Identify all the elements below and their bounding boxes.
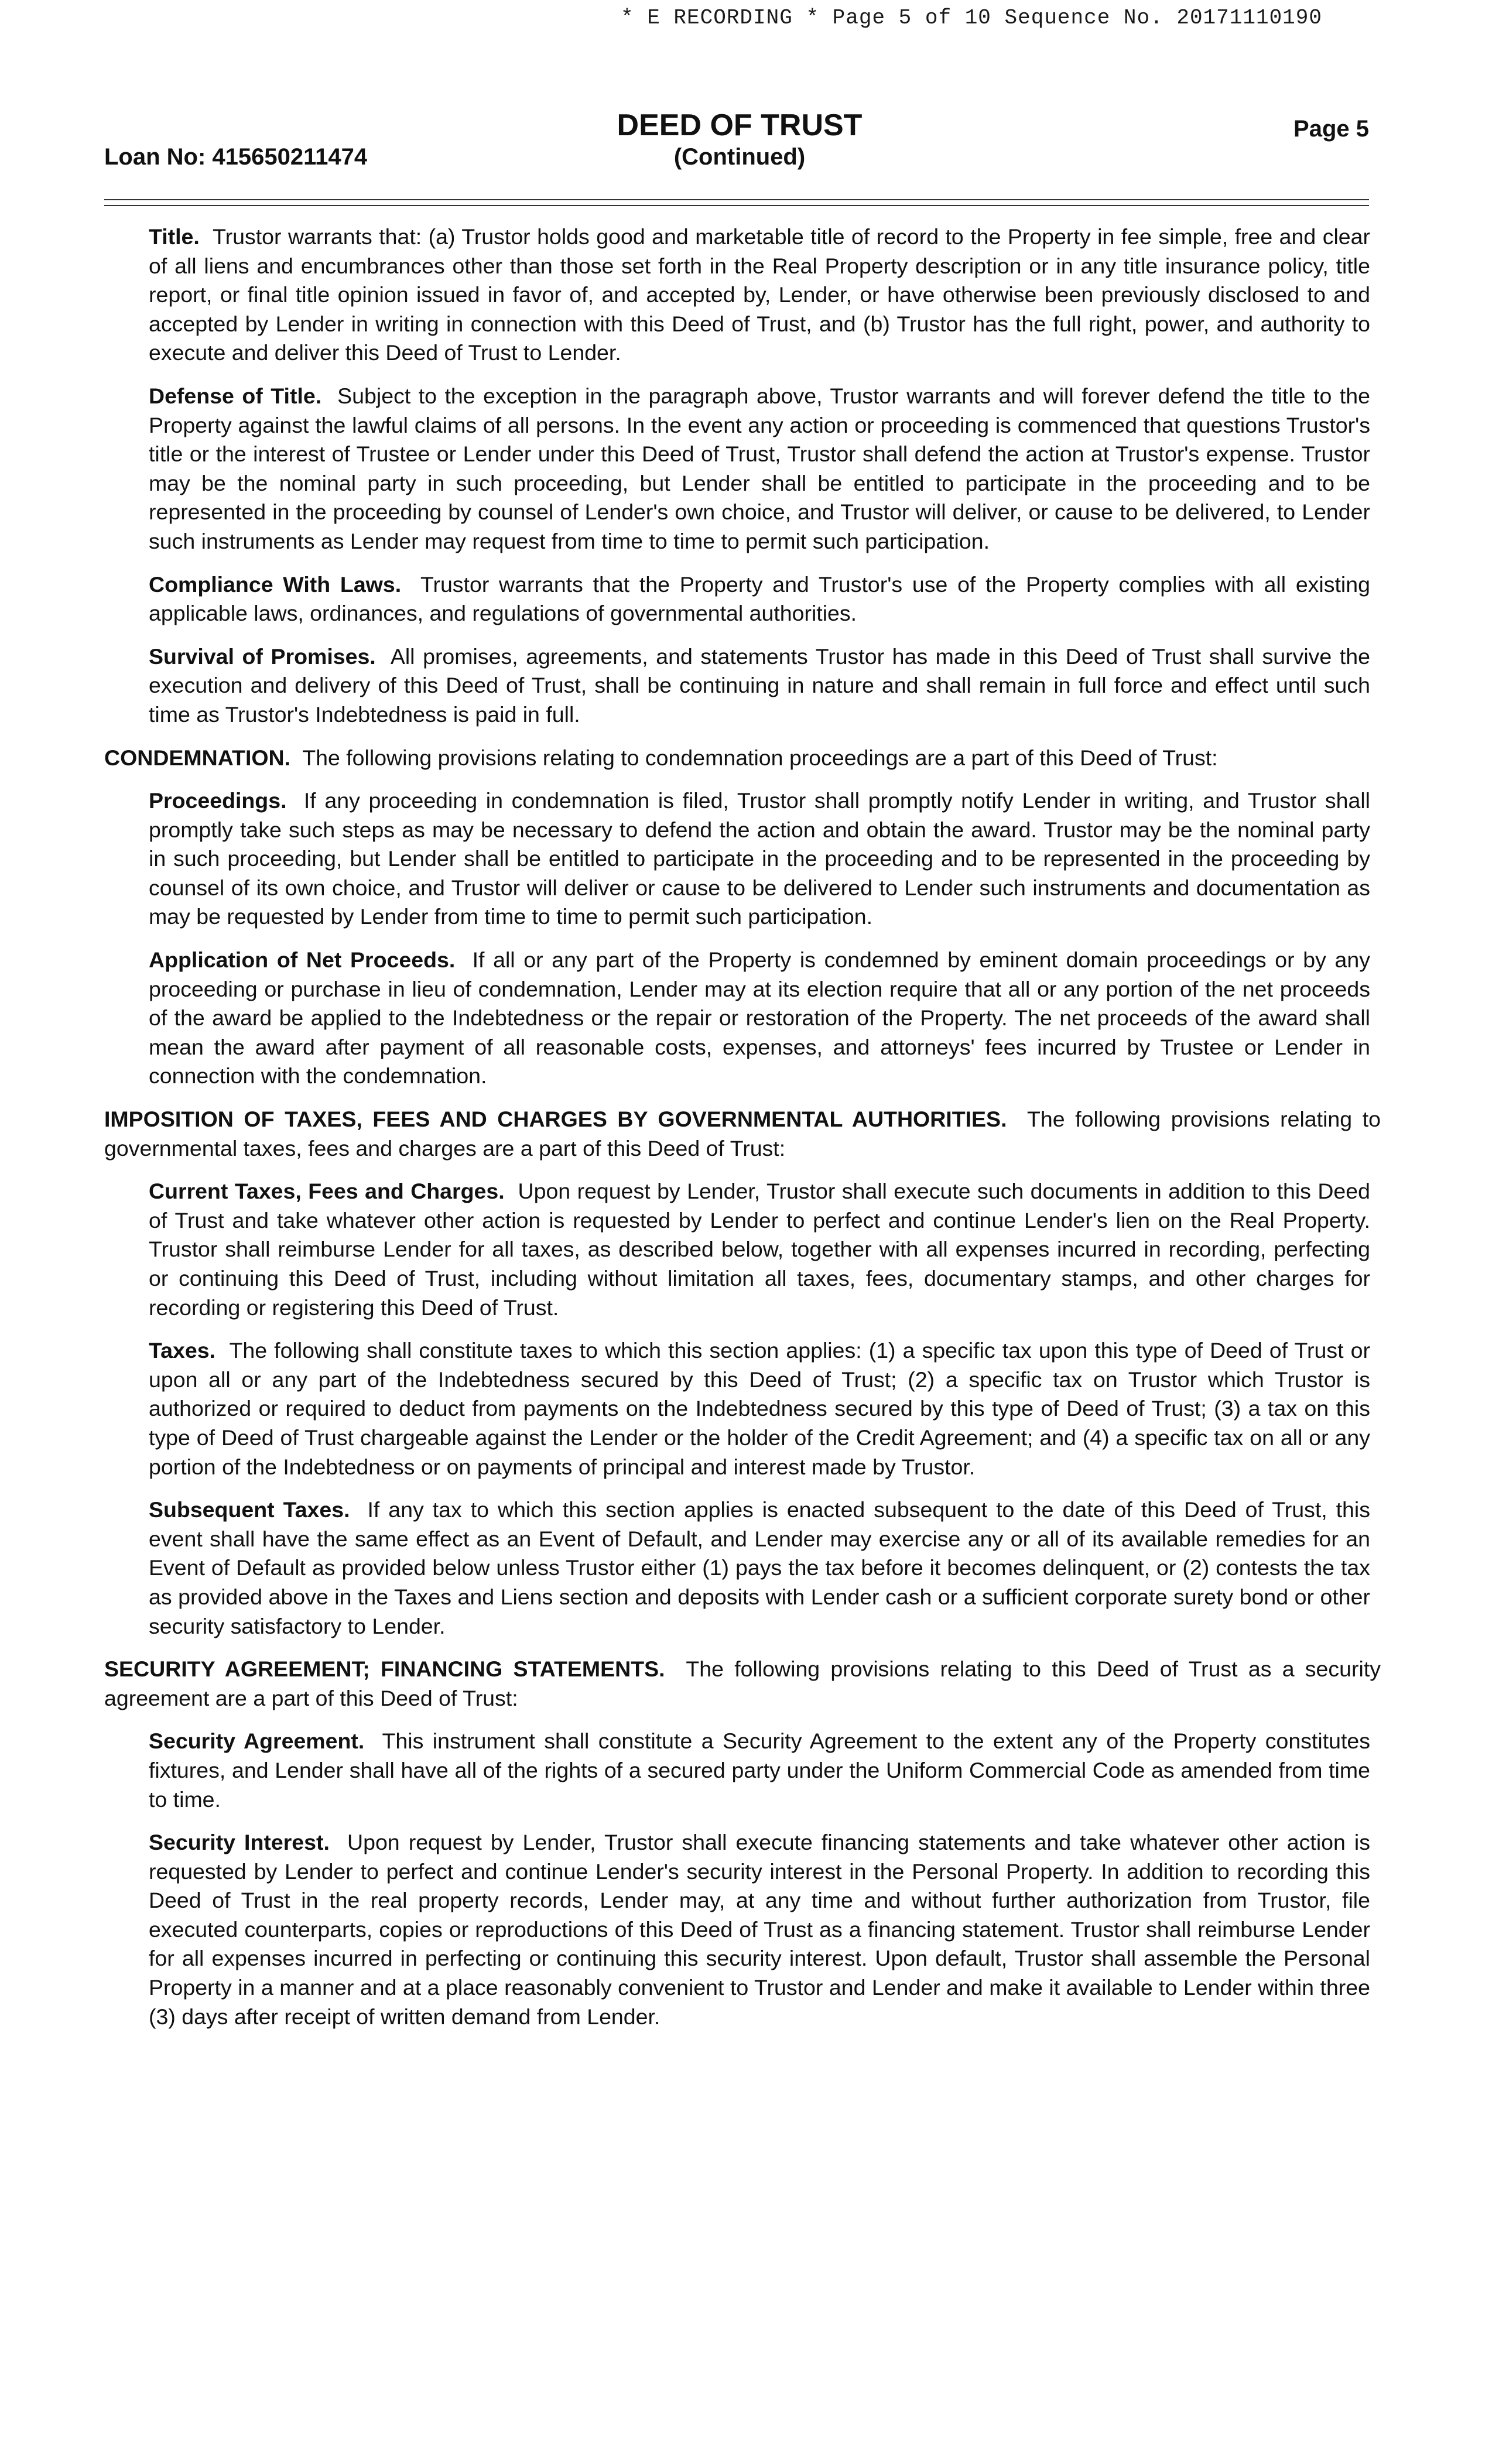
document-body: [104, 223, 1381, 2045]
document-subtitle: (Continued): [673, 144, 806, 170]
paragraph-title: [149, 223, 1370, 368]
section-text: The following provisions relating to governmental taxes, fees and charges are a part of this Deed of Trust:: [104, 1107, 1381, 1161]
section-imposition-of-taxes: [104, 1105, 1381, 1163]
paragraph-heading: Application of Net Proceeds.: [149, 947, 456, 973]
paragraph-text: The following shall constitute taxes to which this section applies: (1) a specific tax upon this type of Deed of Trust or upon all or any part of the Indebtedness secured by this Deed of Trust; (2) a specific tax on Trustor which Trustor is authorized or required to deduct from payments on the Indebtedness secured by this type of Deed of Trust; (3) a tax on this type of Deed of Trust chargeable against the Lender or the holder of the Credit Agreement; and (4) a specific tax on all or any portion of the Indebtedness or on payments of principal and interest made by Trustor.: [149, 1338, 1370, 1479]
paragraph-application-of-net-proceeds: [149, 946, 1370, 1091]
header-divider-bottom: [104, 205, 1369, 206]
paragraph-heading: Compliance With Laws.: [149, 571, 402, 597]
loan-number: Loan No: 415650211474: [104, 144, 368, 170]
paragraph-heading: Defense of Title.: [149, 383, 322, 408]
paragraph-survival-of-promises: [149, 642, 1370, 730]
paragraph-compliance-with-laws: [149, 570, 1370, 628]
header-divider-top: [104, 199, 1369, 200]
section-text: The following provisions relating to condemnation proceedings are a part of this Deed of Trust:: [302, 745, 1218, 770]
paragraph-text: Trustor warrants that: (a) Trustor holds good and marketable title of record to the Property in fee simple, free and clear of all liens and encumbrances other than those set forth in the Real Property description or in any title insurance policy, title report, or final title opinion issued in favor of, and accepted by, Lender, or have otherwise been previously disclosed to and accepted by Lender in writing in connection with this Deed of Trust, and (b) Trustor has the full right, power, and authority to execute and deliver this Deed of Trust to Lender.: [149, 224, 1370, 365]
paragraph-text: Trustor warrants that the Property and Trustor's use of the Property complies with all existing applicable laws, ordinances, and regulations of governmental authorities.: [149, 571, 1370, 626]
paragraph-subsequent-taxes: [149, 1495, 1370, 1641]
page-number: Page 5: [1293, 116, 1369, 142]
paragraph-heading: Current Taxes, Fees and Charges.: [149, 1179, 505, 1204]
paragraph-heading: Subsequent Taxes.: [149, 1497, 350, 1522]
section-condemnation: [104, 744, 1381, 773]
paragraph-text: All promises, agreements, and statements Trustor has made in this Deed of Trust shall survive the execution and delivery of this Deed of Trust, shall be continuing in nature and shall remain in full force and effect until such time as Trustor's Indebtedness is paid in full.: [149, 644, 1370, 727]
paragraph-taxes: [149, 1336, 1370, 1481]
paragraph-text: This instrument shall constitute a Security Agreement to the extent any of the Property constitutes fixtures, and Lender shall have all of the rights of a secured party under the Uniform Commercial Code as amended from time to time.: [149, 1729, 1370, 1812]
paragraph-heading: Title.: [149, 224, 200, 249]
paragraph-text: Upon request by Lender, Trustor shall execute such documents in addition to this Deed of Trust and take whatever other action is requested by Lender to perfect and continue Lender's lien on the Real Property. Trustor shall reimburse Lender for all taxes, as described below, together with all expenses incurred in recording, perfecting or continuing this Deed of Trust, including without limitation all taxes, fees, documentary stamps, and other charges for recording or registering this Deed of Trust.: [149, 1179, 1370, 1320]
document-title: DEED OF TRUST: [617, 108, 863, 142]
paragraph-current-taxes: [149, 1177, 1370, 1322]
section-heading: CONDEMNATION.: [104, 745, 291, 770]
section-heading: IMPOSITION OF TAXES, FEES AND CHARGES BY GOVERNMENTAL AUTHORITIES.: [104, 1107, 1007, 1132]
paragraph-defense-of-title: [149, 382, 1370, 556]
section-text: The following provisions relating to this Deed of Trust as a security agreement are a part of this Deed of Trust:: [104, 1657, 1381, 1710]
paragraph-heading: Proceedings.: [149, 788, 287, 813]
paragraph-heading: Taxes.: [149, 1338, 215, 1363]
paragraph-security-agreement: [149, 1727, 1370, 1814]
page-header: [104, 105, 1375, 176]
paragraph-heading: Security Agreement.: [149, 1729, 365, 1754]
paragraph-proceedings: [149, 786, 1370, 932]
paragraph-text: If all or any part of the Property is condemned by eminent domain proceedings or by any proceeding or purchase in lieu of condemnation, Lender may at its election require that all or any portion of the net proceeds of the award be applied to the Indebtedness or the repair or restoration of the Property. The net proceeds of the award shall mean the award after payment of all reasonable costs, expenses, and attorneys' fees incurred by Trustee or Lender in connection with the condemnation.: [149, 947, 1370, 1089]
paragraph-heading: Security Interest.: [149, 1830, 330, 1855]
paragraph-security-interest: [149, 1828, 1370, 2031]
paragraph-text: Subject to the exception in the paragraph above, Trustor warrants and will forever defend the title to the Property against the lawful claims of all persons. In the event any action or proceeding is commenced that questions Trustor's title or the interest of Trustee or Lender under this Deed of Trust, Trustor shall defend the action at Trustor's expense. Trustor may be the nominal party in such proceeding, but Lender shall be entitled to participate in the proceeding and to be represented in the proceeding by counsel of Lender's own choice, and Trustor will deliver, or cause to be delivered, to Lender such instruments as Lender may request from time to time to permit such participation.: [149, 383, 1371, 553]
paragraph-text: Upon request by Lender, Trustor shall execute financing statements and take whatever other action is requested by Lender to perfect and continue Lender's security interest in the Personal Property. In addition to recording this Deed of Trust in the real property records, Lender may, at any time and without further authorization from Trustor, file executed counterparts, copies or reproductions of this Deed of Trust as a financing statement. Trustor shall reimburse Lender for all expenses incurred in perfecting or continuing this security interest. Upon default, Trustor shall assemble the Personal Property in a manner and at a place reasonably convenient to Trustor and Lender and make it available to Lender within three (3) days after receipt of written demand from Lender.: [149, 1830, 1370, 2029]
recording-stamp: * E RECORDING * Page 5 of 10 Sequence No. 20171110190: [621, 6, 1322, 30]
paragraph-heading: Survival of Promises.: [149, 644, 376, 669]
paragraph-text: If any proceeding in condemnation is filed, Trustor shall promptly notify Lender in writing, and Trustor shall promptly take such steps as may be necessary to defend the action and obtain the award. Trustor may be the nominal party in such proceeding, but Lender shall be entitled to participate in the proceeding and to be represented in the proceeding by counsel of its own choice, and Trustor will deliver or cause to be delivered to Lender such instruments and documentation as may be requested by Lender from time to time to permit such participation.: [149, 788, 1370, 929]
section-security-agreement-financing-statements: [104, 1655, 1381, 1713]
section-heading: SECURITY AGREEMENT; FINANCING STATEMENTS.: [104, 1657, 665, 1682]
paragraph-text: If any tax to which this section applies is enacted subsequent to the date of this Deed of Trust, this event shall have the same effect as an Event of Default, and Lender may exercise any or all of its available remedies for an Event of Default as provided below unless Trustor either (1) pays the tax before it becomes delinquent, or (2) contests the tax as provided above in the Taxes and Liens section and deposits with Lender cash or a sufficient corporate surety bond or other security satisfactory to Lender.: [149, 1497, 1370, 1638]
